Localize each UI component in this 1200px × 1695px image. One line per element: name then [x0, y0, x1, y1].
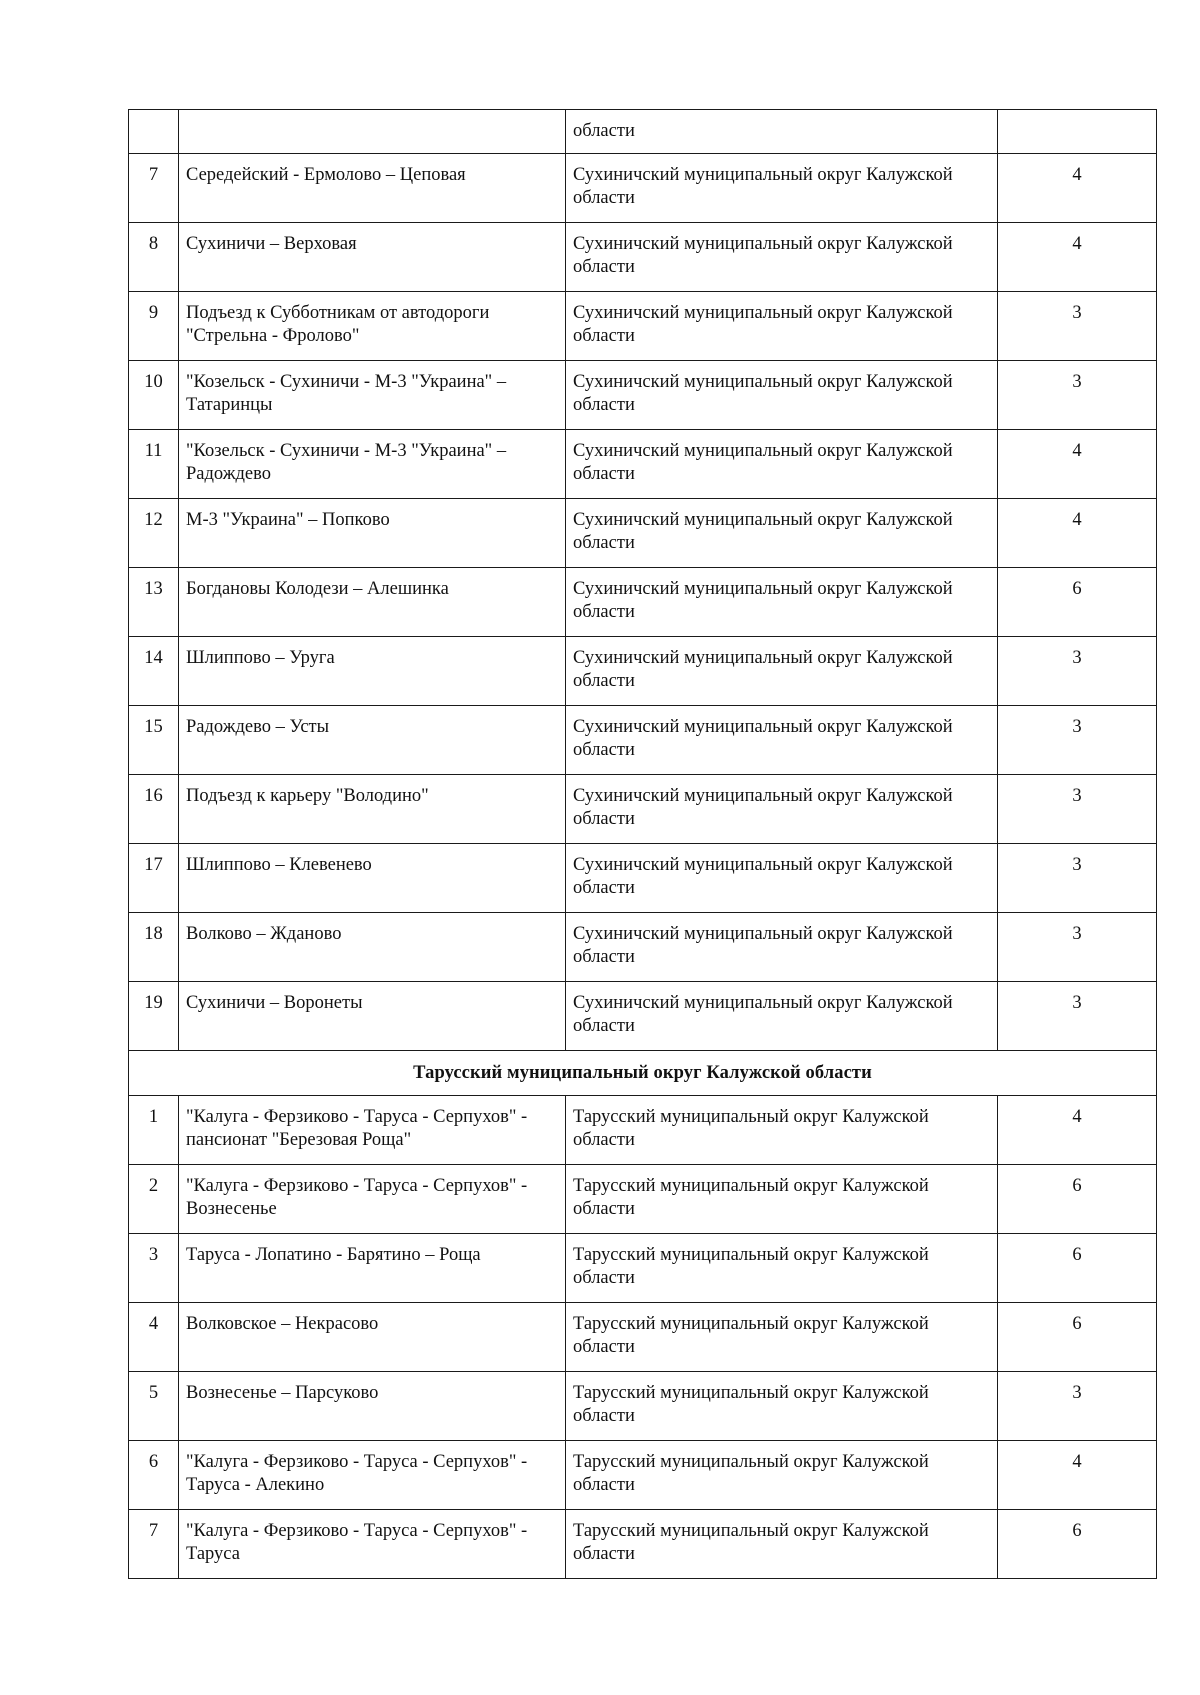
table-row [129, 568, 1157, 637]
value-cell: 3 [998, 637, 1157, 706]
row-number-cell: 7 [129, 1510, 179, 1579]
value-cell: 6 [998, 568, 1157, 637]
value-cell: 3 [998, 361, 1157, 430]
row-number-cell: 15 [129, 706, 179, 775]
row-number-cell: 3 [129, 1234, 179, 1303]
road-name-cell: Вознесенье – Парсуково [179, 1372, 566, 1441]
row-number-cell: 11 [129, 430, 179, 499]
value-cell: 3 [998, 913, 1157, 982]
road-name-cell: "Козельск - Сухиничи - М-3 "Украина" – Радождево [179, 430, 566, 499]
municipality-cell: Тарусский муниципальный округ Калужской области [566, 1165, 998, 1234]
value-cell: 3 [998, 1372, 1157, 1441]
municipality-cell: области [566, 110, 998, 154]
table-row [129, 223, 1157, 292]
table-row [129, 1372, 1157, 1441]
municipality-cell: Тарусский муниципальный округ Калужской области [566, 1510, 998, 1579]
municipality-cell: Сухиничский муниципальный округ Калужской области [566, 982, 998, 1051]
value-cell: 3 [998, 775, 1157, 844]
table-row [129, 1096, 1157, 1165]
road-name-cell: Таруса - Лопатино - Барятино – Роща [179, 1234, 566, 1303]
road-name-cell: "Калуга - Ферзиково - Таруса - Серпухов" - Вознесенье [179, 1165, 566, 1234]
road-name-cell: Шлиппово – Уруга [179, 637, 566, 706]
table-row [129, 430, 1157, 499]
roads-table-body [129, 110, 1157, 1579]
row-number-cell: 2 [129, 1165, 179, 1234]
section-title: Тарусский муниципальный округ Калужской области [129, 1051, 1157, 1096]
value-cell: 3 [998, 706, 1157, 775]
municipality-cell: Сухиничский муниципальный округ Калужской области [566, 223, 998, 292]
table-row [129, 499, 1157, 568]
row-number-cell: 13 [129, 568, 179, 637]
table-row [129, 361, 1157, 430]
row-number-cell: 17 [129, 844, 179, 913]
value-cell: 6 [998, 1510, 1157, 1579]
row-number-cell: 8 [129, 223, 179, 292]
road-name-cell: "Козельск - Сухиничи - М-3 "Украина" – Татаринцы [179, 361, 566, 430]
road-name-cell: "Калуга - Ферзиково - Таруса - Серпухов" - Таруса - Алекино [179, 1441, 566, 1510]
road-name-cell: Середейский - Ермолово – Цеповая [179, 154, 566, 223]
row-number-cell: 5 [129, 1372, 179, 1441]
road-name-cell: Сухиничи – Воронеты [179, 982, 566, 1051]
road-name-cell [179, 110, 566, 154]
road-name-cell: "Калуга - Ферзиково - Таруса - Серпухов" - Таруса [179, 1510, 566, 1579]
road-name-cell: Волковское – Некрасово [179, 1303, 566, 1372]
table-row [129, 1510, 1157, 1579]
row-number-cell: 12 [129, 499, 179, 568]
value-cell [998, 110, 1157, 154]
road-name-cell: Шлиппово – Клевенево [179, 844, 566, 913]
row-number-cell: 19 [129, 982, 179, 1051]
row-number-cell: 9 [129, 292, 179, 361]
table-row [129, 775, 1157, 844]
table-row [129, 1234, 1157, 1303]
row-number-cell: 18 [129, 913, 179, 982]
value-cell: 3 [998, 844, 1157, 913]
municipality-cell: Тарусский муниципальный округ Калужской области [566, 1234, 998, 1303]
value-cell: 4 [998, 499, 1157, 568]
municipality-cell: Сухиничский муниципальный округ Калужской области [566, 568, 998, 637]
value-cell: 6 [998, 1234, 1157, 1303]
value-cell: 4 [998, 430, 1157, 499]
table-row [129, 637, 1157, 706]
table-row [129, 1165, 1157, 1234]
municipality-cell: Сухиничский муниципальный округ Калужской области [566, 499, 998, 568]
municipality-cell: Тарусский муниципальный округ Калужской области [566, 1303, 998, 1372]
document-page [128, 109, 1156, 1579]
value-cell: 4 [998, 1096, 1157, 1165]
municipality-cell: Сухиничский муниципальный округ Калужской области [566, 775, 998, 844]
municipality-cell: Сухиничский муниципальный округ Калужской области [566, 844, 998, 913]
table-row [129, 844, 1157, 913]
table-row-continuation [129, 110, 1157, 154]
road-name-cell: М-3 "Украина" – Попково [179, 499, 566, 568]
table-row [129, 706, 1157, 775]
row-number-cell: 7 [129, 154, 179, 223]
municipality-cell: Тарусский муниципальный округ Калужской области [566, 1441, 998, 1510]
road-name-cell: "Калуга - Ферзиково - Таруса - Серпухов" - пансионат "Березовая Роща" [179, 1096, 566, 1165]
table-row [129, 292, 1157, 361]
row-number-cell: 14 [129, 637, 179, 706]
road-name-cell: Сухиничи – Верховая [179, 223, 566, 292]
row-number-cell: 6 [129, 1441, 179, 1510]
road-name-cell: Подъезд к карьеру "Володино" [179, 775, 566, 844]
municipality-cell: Сухиничский муниципальный округ Калужской области [566, 292, 998, 361]
table-row [129, 1303, 1157, 1372]
row-number-cell: 1 [129, 1096, 179, 1165]
road-name-cell: Подъезд к Субботникам от автодороги "Стрельна - Фролово" [179, 292, 566, 361]
value-cell: 6 [998, 1303, 1157, 1372]
table-row [129, 1441, 1157, 1510]
row-number-cell [129, 110, 179, 154]
value-cell: 4 [998, 1441, 1157, 1510]
municipality-cell: Сухиничский муниципальный округ Калужской области [566, 154, 998, 223]
value-cell: 3 [998, 982, 1157, 1051]
table-row [129, 913, 1157, 982]
section-header-row [129, 1051, 1157, 1096]
municipality-cell: Сухиничский муниципальный округ Калужской области [566, 430, 998, 499]
municipality-cell: Тарусский муниципальный округ Калужской области [566, 1372, 998, 1441]
roads-table [128, 109, 1157, 1579]
municipality-cell: Сухиничский муниципальный округ Калужской области [566, 361, 998, 430]
value-cell: 4 [998, 154, 1157, 223]
row-number-cell: 4 [129, 1303, 179, 1372]
municipality-cell: Сухиничский муниципальный округ Калужской области [566, 637, 998, 706]
table-row [129, 154, 1157, 223]
row-number-cell: 10 [129, 361, 179, 430]
road-name-cell: Богдановы Колодези – Алешинка [179, 568, 566, 637]
municipality-cell: Сухиничский муниципальный округ Калужской области [566, 913, 998, 982]
municipality-cell: Тарусский муниципальный округ Калужской области [566, 1096, 998, 1165]
road-name-cell: Волково – Жданово [179, 913, 566, 982]
municipality-cell: Сухиничский муниципальный округ Калужской области [566, 706, 998, 775]
row-number-cell: 16 [129, 775, 179, 844]
value-cell: 4 [998, 223, 1157, 292]
value-cell: 3 [998, 292, 1157, 361]
road-name-cell: Радождево – Усты [179, 706, 566, 775]
value-cell: 6 [998, 1165, 1157, 1234]
table-row [129, 982, 1157, 1051]
